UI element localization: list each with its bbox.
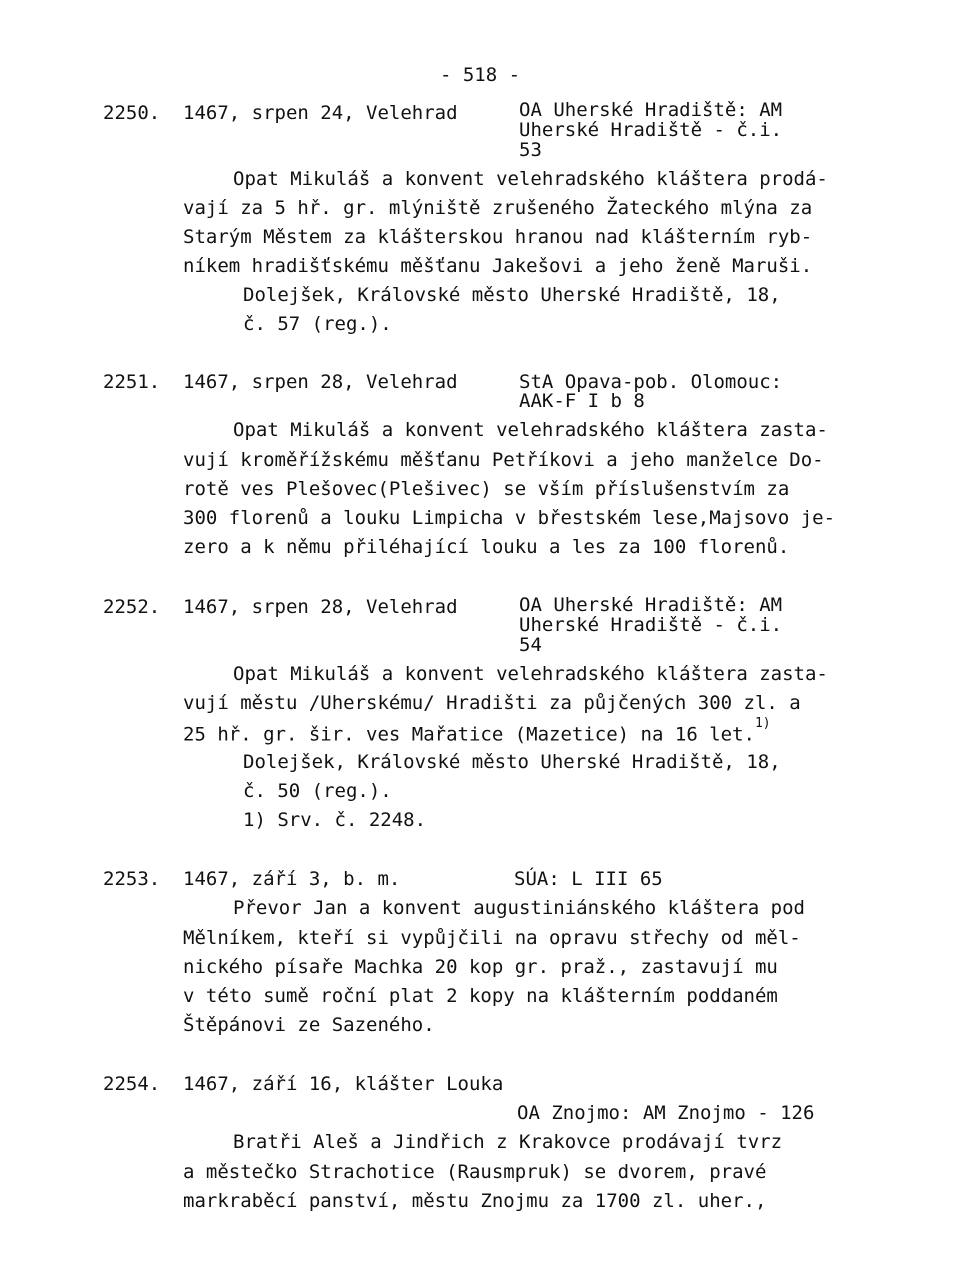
entry-source-line: OA Znojmo: AM Znojmo - 126 — [517, 1102, 815, 1124]
entry-text-line: Opat Mikuláš a konvent velehradského kláštera zasta- — [233, 663, 828, 685]
entry-source-line: StA Opava-pob. Olomouc: — [519, 371, 783, 393]
entry-text-line: Převor Jan a konvent augustiniánského kláštera pod — [233, 897, 805, 919]
entry-text-line: 300 florenů a louku Limpicha v břestském lese,Majsovo je- — [183, 507, 836, 529]
footnote-marker: 1) — [754, 716, 771, 731]
entry-text-line: zero a k němu přiléhající louku a les za 100 florenů. — [183, 536, 790, 558]
entry-text-content: 25 hř. gr. šir. ves Mařatice (Mazetice) na 16 let. — [183, 723, 755, 746]
entry-number: 2253. — [103, 868, 161, 890]
entry-source-line: Uherské Hradiště - č.i. — [519, 614, 783, 636]
entry-text-line: Mělníkem, kteří si vypůjčili na opravu střechy od měl- — [183, 927, 801, 949]
entry-source-line: 54 — [519, 634, 542, 656]
entry-text-line: Štěpánovi ze Sazeného. — [183, 1014, 435, 1036]
entry-reference-line: Dolejšek, Královské město Uherské Hradiště, 18, — [243, 751, 781, 773]
entry-text-line: nického písaře Machka 20 kop gr. praž., zastavují mu — [183, 956, 778, 978]
entry-source-line: OA Uherské Hradiště: AM — [519, 594, 783, 616]
entry-text-line: markraběcí panství, městu Znojmu za 1700 zl. uher., — [183, 1190, 767, 1212]
entry-heading: 1467, srpen 28, Velehrad — [183, 371, 458, 393]
entry-reference-line: č. 57 (reg.). — [243, 313, 392, 335]
entry-text-line: a městečko Strachotice (Rausmpruk) se dvorem, pravé — [183, 1161, 767, 1183]
entry-text-line — [183, 716, 863, 746]
entry-reference-line: č. 50 (reg.). — [243, 780, 392, 802]
entry-source-line: 53 — [519, 139, 542, 161]
entry-heading: 1467, srpen 28, Velehrad — [183, 596, 458, 618]
entry-source-line: OA Uherské Hradiště: AM — [519, 99, 783, 121]
entry-source-line: SÚA: L III 65 — [514, 868, 663, 890]
page-number: - 518 - — [439, 64, 521, 86]
entry-number: 2252. — [103, 596, 161, 618]
entry-text-line: vují městu /Uherskému/ Hradišti za půjčených 300 zl. a — [183, 692, 801, 714]
entry-text-line: Bratři Aleš a Jindřich z Krakovce prodávají tvrz — [233, 1131, 783, 1153]
entry-heading: 1467, září 3, b. m. — [183, 868, 401, 890]
entry-text-line: rotě ves Plešovec(Plešivec) se vším příslušenstvím za — [183, 478, 790, 500]
entry-text-line: vují kroměřížskému měšťanu Petříkovi a jeho manželce Do- — [183, 449, 824, 471]
entry-number: 2254. — [103, 1073, 161, 1095]
entry-text-line: Starým Městem za klášterskou hranou nad klášterním ryb- — [183, 226, 813, 248]
entry-source-line: AAK-F I b 8 — [519, 390, 645, 412]
entry-number: 2250. — [103, 102, 161, 124]
entry-source-line: Uherské Hradiště - č.i. — [519, 119, 783, 141]
footnote-text: 1) Srv. č. 2248. — [243, 809, 427, 831]
entry-number: 2251. — [103, 371, 161, 393]
entry-text-line: v této sumě roční plat 2 kopy na klášterním poddaném — [183, 985, 778, 1007]
entry-heading: 1467, září 16, klášter Louka — [183, 1073, 504, 1095]
entry-text-line: Opat Mikuláš a konvent velehradského kláštera zasta- — [233, 419, 828, 441]
entry-text-line: Opat Mikuláš a konvent velehradského kláštera prodá- — [233, 168, 828, 190]
entry-text-line: vají za 5 hř. gr. mlýniště zrušeného Žateckého mlýna za — [183, 197, 813, 219]
entry-text-line: níkem hradišťskému měšťanu Jakešovi a jeho ženě Maruši. — [183, 255, 813, 277]
entry-reference-line: Dolejšek, Královské město Uherské Hradiště, 18, — [243, 284, 781, 306]
entry-heading: 1467, srpen 24, Velehrad — [183, 102, 458, 124]
